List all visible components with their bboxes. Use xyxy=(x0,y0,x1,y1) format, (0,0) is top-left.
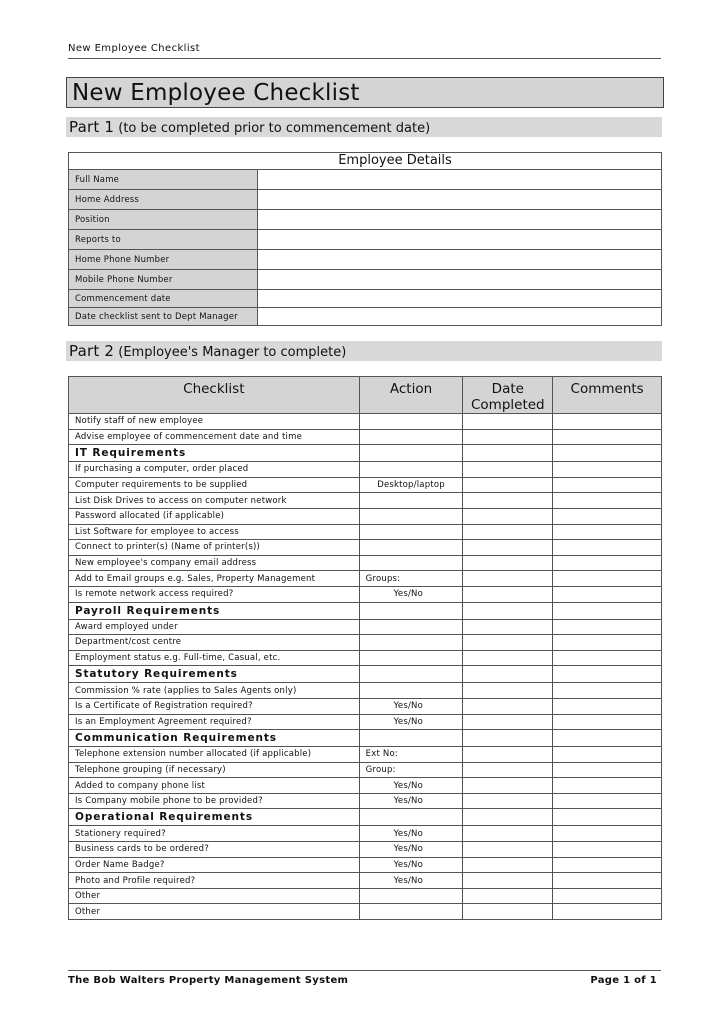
checklist-item: Is Company mobile phone to be provided? xyxy=(69,793,360,809)
part2-heading xyxy=(66,341,662,361)
date-completed-cell[interactable] xyxy=(463,429,553,445)
comments-header: Comments xyxy=(553,377,662,414)
checklist-item: Telephone extension number allocated (if applicable) xyxy=(69,747,360,763)
details-row xyxy=(69,170,662,190)
section-row xyxy=(69,666,662,683)
date-completed-cell[interactable] xyxy=(463,508,553,524)
comments-cell[interactable] xyxy=(553,714,662,730)
comments-cell[interactable] xyxy=(553,619,662,635)
checklist-row xyxy=(69,540,662,556)
page-footer xyxy=(68,970,661,990)
checklist-row xyxy=(69,524,662,540)
comments-cell[interactable] xyxy=(553,555,662,571)
section-heading: Statutory Requirements xyxy=(69,666,360,683)
comments-cell[interactable] xyxy=(553,747,662,763)
checklist-row xyxy=(69,493,662,509)
action-cell[interactable] xyxy=(359,493,463,509)
comments-cell[interactable] xyxy=(553,462,662,478)
action-cell[interactable]: Yes/No xyxy=(359,793,463,809)
comments-cell[interactable] xyxy=(553,778,662,794)
date-completed-cell[interactable] xyxy=(463,586,553,602)
section-row xyxy=(69,809,662,826)
checklist-row xyxy=(69,714,662,730)
action-cell[interactable] xyxy=(359,602,463,619)
details-field-label: Home Address xyxy=(69,190,258,210)
details-row xyxy=(69,230,662,250)
checklist-item: If purchasing a computer, order placed xyxy=(69,462,360,478)
part2-label: Part 2 xyxy=(69,342,115,360)
checklist-item: Is remote network access required? xyxy=(69,586,360,602)
checklist-row xyxy=(69,650,662,666)
checklist-row xyxy=(69,793,662,809)
checklist-item: Connect to printer(s) (Name of printer(s)) xyxy=(69,540,360,556)
checklist-item: Is a Certificate of Registration required? xyxy=(69,698,360,714)
checklist-item: Added to company phone list xyxy=(69,778,360,794)
comments-cell[interactable] xyxy=(553,793,662,809)
date-completed-cell[interactable] xyxy=(463,555,553,571)
details-field-value[interactable] xyxy=(258,308,662,326)
checklist-row xyxy=(69,477,662,493)
date-completed-cell[interactable] xyxy=(463,414,553,430)
date-completed-cell[interactable] xyxy=(463,842,553,858)
comments-cell[interactable] xyxy=(553,650,662,666)
action-cell[interactable] xyxy=(359,445,463,462)
action-cell[interactable]: Groups: xyxy=(359,571,463,587)
checklist-row xyxy=(69,904,662,920)
action-cell[interactable] xyxy=(359,462,463,478)
date-completed-cell[interactable] xyxy=(463,904,553,920)
comments-cell[interactable] xyxy=(553,493,662,509)
employee-details-heading: Employee Details xyxy=(69,153,662,170)
comments-cell[interactable] xyxy=(553,635,662,651)
checklist-row xyxy=(69,778,662,794)
checklist-row xyxy=(69,762,662,778)
checklist-row xyxy=(69,429,662,445)
action-cell[interactable] xyxy=(359,540,463,556)
checklist-item: Password allocated (if applicable) xyxy=(69,508,360,524)
comments-cell[interactable] xyxy=(553,888,662,904)
checklist-row xyxy=(69,555,662,571)
date-completed-cell[interactable] xyxy=(463,698,553,714)
comments-cell[interactable] xyxy=(553,586,662,602)
checklist-row xyxy=(69,619,662,635)
action-cell[interactable] xyxy=(359,429,463,445)
details-field-label: Reports to xyxy=(69,230,258,250)
details-field-value[interactable] xyxy=(258,250,662,270)
action-cell[interactable] xyxy=(359,888,463,904)
checklist-item: Add to Email groups e.g. Sales, Property Management xyxy=(69,571,360,587)
comments-cell[interactable] xyxy=(553,540,662,556)
comments-cell[interactable] xyxy=(553,414,662,430)
checklist-item: Commission % rate (applies to Sales Agents only) xyxy=(69,683,360,699)
action-cell[interactable] xyxy=(359,508,463,524)
action-cell[interactable]: Group: xyxy=(359,762,463,778)
date-completed-header xyxy=(463,377,553,414)
date-completed-cell[interactable] xyxy=(463,809,553,826)
checklist-header: Checklist xyxy=(69,377,360,414)
action-cell[interactable] xyxy=(359,809,463,826)
date-completed-cell[interactable] xyxy=(463,540,553,556)
checklist-row xyxy=(69,635,662,651)
action-header: Action xyxy=(359,377,463,414)
checklist-row xyxy=(69,857,662,873)
checklist-row xyxy=(69,842,662,858)
date-completed-cell[interactable] xyxy=(463,571,553,587)
page-number: Page 1 of 1 xyxy=(590,975,657,986)
checklist-item: Order Name Badge? xyxy=(69,857,360,873)
date-completed-cell[interactable] xyxy=(463,683,553,699)
details-field-label: Commencement date xyxy=(69,290,258,308)
checklist-item: Is an Employment Agreement required? xyxy=(69,714,360,730)
comments-cell[interactable] xyxy=(553,508,662,524)
date-completed-cell[interactable] xyxy=(463,493,553,509)
date-completed-cell[interactable] xyxy=(463,857,553,873)
action-cell[interactable] xyxy=(359,555,463,571)
date-completed-cell[interactable] xyxy=(463,462,553,478)
date-completed-cell[interactable] xyxy=(463,747,553,763)
checklist-row xyxy=(69,462,662,478)
part1-heading xyxy=(66,117,662,137)
action-cell[interactable]: Yes/No xyxy=(359,714,463,730)
date-completed-cell[interactable] xyxy=(463,445,553,462)
section-row xyxy=(69,730,662,747)
checklist-item: List Disk Drives to access on computer network xyxy=(69,493,360,509)
details-row xyxy=(69,290,662,308)
section-heading: Communication Requirements xyxy=(69,730,360,747)
checklist-row xyxy=(69,888,662,904)
running-header: New Employee Checklist xyxy=(68,43,661,59)
checklist-row xyxy=(69,826,662,842)
checklist-item: New employee's company email address xyxy=(69,555,360,571)
action-cell[interactable]: Yes/No xyxy=(359,586,463,602)
checklist-item: Department/cost centre xyxy=(69,635,360,651)
date-completed-cell[interactable] xyxy=(463,762,553,778)
section-row xyxy=(69,602,662,619)
date-completed-cell[interactable] xyxy=(463,477,553,493)
section-row xyxy=(69,445,662,462)
comments-cell[interactable] xyxy=(553,904,662,920)
details-field-value[interactable] xyxy=(258,210,662,230)
action-cell[interactable]: Yes/No xyxy=(359,857,463,873)
comments-cell[interactable] xyxy=(553,698,662,714)
details-field-label: Home Phone Number xyxy=(69,250,258,270)
date-completed-cell[interactable] xyxy=(463,793,553,809)
action-cell[interactable]: Desktop/laptop xyxy=(359,477,463,493)
date-completed-cell[interactable] xyxy=(463,619,553,635)
comments-cell[interactable] xyxy=(553,429,662,445)
details-field-label: Position xyxy=(69,210,258,230)
comments-cell[interactable] xyxy=(553,873,662,889)
checklist-item: Notify staff of new employee xyxy=(69,414,360,430)
checklist-item: List Software for employee to access xyxy=(69,524,360,540)
details-field-value[interactable] xyxy=(258,190,662,210)
date-header-line2: Completed xyxy=(470,397,545,413)
checklist-item: Other xyxy=(69,904,360,920)
details-field-value[interactable] xyxy=(258,270,662,290)
date-completed-cell[interactable] xyxy=(463,602,553,619)
date-completed-cell[interactable] xyxy=(463,888,553,904)
checklist-row xyxy=(69,586,662,602)
details-row xyxy=(69,250,662,270)
checklist-item: Computer requirements to be supplied xyxy=(69,477,360,493)
comments-cell[interactable] xyxy=(553,571,662,587)
checklist-item: Photo and Profile required? xyxy=(69,873,360,889)
checklist-row xyxy=(69,698,662,714)
action-cell[interactable] xyxy=(359,904,463,920)
checklist-item: Stationery required? xyxy=(69,826,360,842)
date-header-line1: Date xyxy=(491,381,524,397)
details-field-value[interactable] xyxy=(258,230,662,250)
action-cell[interactable]: Yes/No xyxy=(359,873,463,889)
action-cell[interactable] xyxy=(359,666,463,683)
comments-cell[interactable] xyxy=(553,809,662,826)
comments-cell[interactable] xyxy=(553,666,662,683)
date-completed-cell[interactable] xyxy=(463,873,553,889)
checklist-row xyxy=(69,683,662,699)
comments-cell[interactable] xyxy=(553,842,662,858)
details-row xyxy=(69,190,662,210)
checklist-item: Advise employee of commencement date and time xyxy=(69,429,360,445)
comments-cell[interactable] xyxy=(553,602,662,619)
section-heading: Payroll Requirements xyxy=(69,602,360,619)
details-field-label: Mobile Phone Number xyxy=(69,270,258,290)
action-cell[interactable] xyxy=(359,635,463,651)
part1-note: (to be completed prior to commencement date) xyxy=(118,121,431,136)
action-cell[interactable]: Yes/No xyxy=(359,842,463,858)
action-cell[interactable]: Ext No: xyxy=(359,747,463,763)
comments-cell[interactable] xyxy=(553,730,662,747)
employee-details-table xyxy=(68,152,662,326)
action-cell[interactable]: Yes/No xyxy=(359,826,463,842)
checklist-row xyxy=(69,571,662,587)
date-completed-cell[interactable] xyxy=(463,666,553,683)
footer-system-name: The Bob Walters Property Management System xyxy=(68,975,349,986)
details-field-value[interactable] xyxy=(258,290,662,308)
comments-cell[interactable] xyxy=(553,445,662,462)
details-field-label: Full Name xyxy=(69,170,258,190)
checklist-table xyxy=(68,376,662,920)
details-field-value[interactable] xyxy=(258,170,662,190)
part1-label: Part 1 xyxy=(69,118,115,136)
document-title: New Employee Checklist xyxy=(66,77,664,108)
section-heading: IT Requirements xyxy=(69,445,360,462)
action-cell[interactable] xyxy=(359,650,463,666)
action-cell[interactable] xyxy=(359,619,463,635)
checklist-item: Employment status e.g. Full-time, Casual, etc. xyxy=(69,650,360,666)
details-row xyxy=(69,270,662,290)
date-completed-cell[interactable] xyxy=(463,635,553,651)
checklist-item: Business cards to be ordered? xyxy=(69,842,360,858)
comments-cell[interactable] xyxy=(553,826,662,842)
checklist-row xyxy=(69,414,662,430)
checklist-row xyxy=(69,747,662,763)
details-row xyxy=(69,210,662,230)
details-field-label: Date checklist sent to Dept Manager xyxy=(69,308,258,326)
checklist-item: Other xyxy=(69,888,360,904)
action-cell[interactable] xyxy=(359,683,463,699)
date-completed-cell[interactable] xyxy=(463,778,553,794)
part2-note: (Employee's Manager to complete) xyxy=(118,345,347,360)
date-completed-cell[interactable] xyxy=(463,826,553,842)
details-row xyxy=(69,308,662,326)
comments-cell[interactable] xyxy=(553,762,662,778)
action-cell[interactable] xyxy=(359,524,463,540)
checklist-item: Award employed under xyxy=(69,619,360,635)
action-cell[interactable]: Yes/No xyxy=(359,698,463,714)
date-completed-cell[interactable] xyxy=(463,730,553,747)
checklist-row xyxy=(69,873,662,889)
date-completed-cell[interactable] xyxy=(463,714,553,730)
date-completed-cell[interactable] xyxy=(463,650,553,666)
date-completed-cell[interactable] xyxy=(463,524,553,540)
action-cell[interactable] xyxy=(359,414,463,430)
comments-cell[interactable] xyxy=(553,477,662,493)
checklist-item: Telephone grouping (if necessary) xyxy=(69,762,360,778)
action-cell[interactable]: Yes/No xyxy=(359,778,463,794)
comments-cell[interactable] xyxy=(553,524,662,540)
checklist-row xyxy=(69,508,662,524)
comments-cell[interactable] xyxy=(553,857,662,873)
action-cell[interactable] xyxy=(359,730,463,747)
section-heading: Operational Requirements xyxy=(69,809,360,826)
comments-cell[interactable] xyxy=(553,683,662,699)
